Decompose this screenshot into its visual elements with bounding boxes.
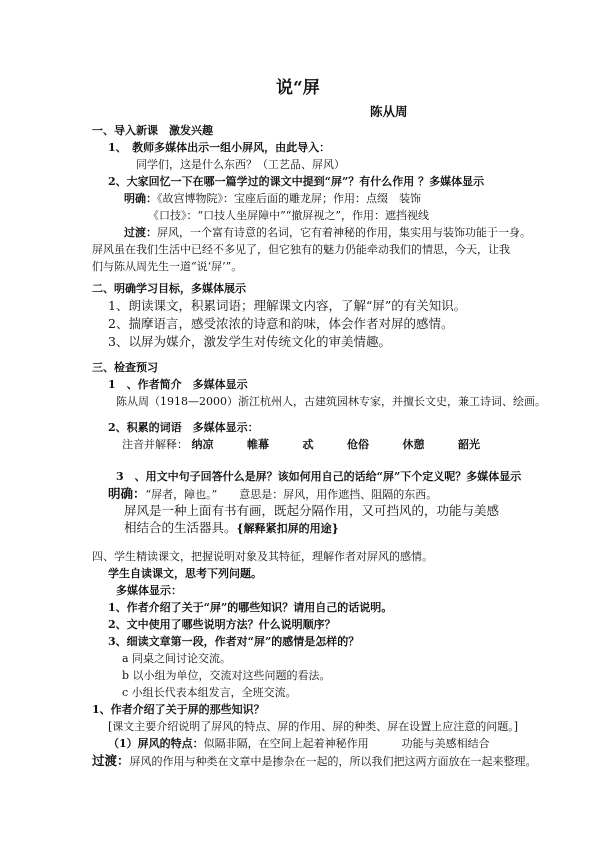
document-title: 说“屏 [276,78,320,98]
section-2-heading: 二、明确学习目标，多媒体展示 [92,282,246,295]
vocab-word: 休憩 [402,438,425,451]
section-1-paragraph-line-1: 屏风虽在我们生活中已经不多见了，但它独有的魅力仍能牵动我们的情思，今天，让我 [92,243,510,256]
definition-line-2 [124,520,339,537]
discussion-option-b: b 以小组为单位，交流对这些问题的看法。 [122,669,331,682]
discussion-option-a: a 同桌之间讨论交流。 [122,652,232,665]
transition-text: 屏风，一个富有诗意的名词，它有着神秘的作用，集实用与装饰功能于一身。 [157,226,531,239]
section-1-transition [124,225,531,241]
definition-question: 3 、用文中句子回答什么是屏？该如何用自己的话给“屏”下个定义呢？多媒体显示 [116,470,522,483]
vocabulary-heading: 2、积累的词语 多媒体显示： [108,421,259,434]
transition-label: 过渡： [92,753,130,768]
section-4-heading: 四、学生精读课文，把握说明对象及其特征，理解作者对屏风的感情。 [92,550,433,563]
self-study-instruction: 学生自读课文，思考下列问题。 [108,567,262,580]
features-label: （1）屏风的特点： [108,737,204,750]
clarify-text: “屏者，障也。” 意思是：屏风，用作遮挡、阻隔的东西。 [145,488,438,501]
question-1: 1、作者介绍了关于“屏”的哪些知识？请用自己的话说明。 [108,601,393,614]
goal-item-2: 2、揣摩语言，感受浓浓的诗意和韵味，体会作者对屏的感情。 [108,316,454,331]
vocab-word: 忒 [302,438,314,451]
vocab-word: 纳凉 [191,438,214,451]
section-1-heading: 一、导入新课 激发兴趣 [92,124,213,137]
goal-item-3: 3、以屏为媒介，激发学生对传统文化的审美情趣。 [108,334,391,349]
author-intro-heading: 1 、作者简介 多媒体显示 [108,378,248,391]
screen-features [108,736,490,752]
question-2: 2、文中使用了哪些说明方法？什么说明顺序？ [108,618,336,631]
media-display-label: 多媒体显示： [116,584,182,597]
author-intro-text: 陈从周（1918—2000）浙江杭州人，古建筑园林专家，并擅长文史，兼工诗词、绘画。 [116,395,546,408]
section-1-point-1-answer: 同学们，这是什么东西？（工艺品、屏风） [136,158,345,171]
vocab-word: 帷幕 [247,438,269,451]
definition-line-1: 屏风是一种上面有书有画，既起分隔作用，又可挡风的，功能与美感 [124,503,500,518]
vocab-word: 韶光 [458,438,480,451]
clarify-text: 《故宫博物院》：宝座后面的雕龙屏；作用：点缀 装饰 [157,192,421,205]
transition-label: 过渡： [124,226,157,239]
section-1-point-1: 1、 教师多媒体出示一组小屏风，由此导入： [108,141,331,154]
vocabulary-label: 注音并解释： [122,438,188,451]
section-1-paragraph-line-2: 们与陈从周先生一道“说‘屏’”。 [92,260,243,273]
clarify-label: 明确： [124,192,157,205]
goal-item-1: 1、朗读课文，积累词语；理解课文内容，了解“屏”的有关知识。 [108,298,467,313]
final-transition [92,753,537,770]
section-3-heading: 三、检查预习 [92,361,158,374]
definition-text: 相结合的生活器具。 [124,520,237,535]
transition-text: 屏风的作用与种类在文章中是掺杂在一起的，所以我们把这两方面放在一起来整理。 [129,755,537,768]
section-1-point-2: 2、大家回忆一下在哪一篇学过的课文中提到“屏”？有什么作用 ？多媒体显示 [108,175,485,188]
section-1-clarify-1 [124,191,421,207]
features-text: 似隔非隔，在空间上起着神秘作用 功能与美感相结合 [203,737,490,750]
knowledge-heading: 1、作者介绍了关于屏的那些知识？ [92,703,265,716]
definition-clarify [108,486,437,503]
vocabulary-row [122,437,480,453]
section-1-clarify-2: 《口技》：“口技人坐屏障中”“撤屏视之”，作用：遮挡视线 [148,209,429,222]
document-author: 陈从周 [370,104,408,119]
discussion-option-c: c 小组长代表本组发言，全班交流。 [122,686,297,699]
vocab-word: 伧俗 [347,438,369,451]
question-3: 3、细读文章第一段，作者对“屏”的感情是怎样的？ [108,635,360,648]
knowledge-summary: [课文主要介绍说明了屏风的特点、屏的作用、屏的种类、屏在设置上应注意的问题。] [108,720,519,733]
definition-note: {解释紧扣屏的用途} [236,522,339,535]
clarify-label: 明确： [108,486,146,501]
